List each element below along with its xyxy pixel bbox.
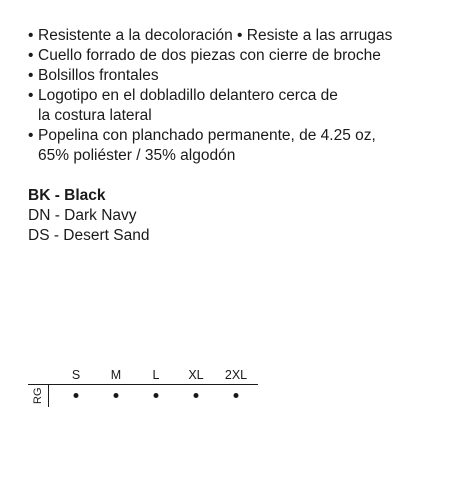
size-chart bbox=[28, 366, 258, 408]
size-label-l: L bbox=[152, 368, 160, 382]
availability-dot-s bbox=[74, 393, 79, 398]
size-label-m: M bbox=[110, 368, 122, 382]
feature-item: • Cuello forrado de dos piezas con cierre de broche bbox=[28, 46, 443, 66]
size-label-s: S bbox=[71, 368, 81, 382]
feature-list bbox=[28, 26, 443, 166]
color-option-desert-sand[interactable]: DS - Desert Sand bbox=[28, 227, 150, 244]
size-label-2xl: 2XL bbox=[224, 368, 248, 382]
feature-item: • Logotipo en el dobladillo delantero cerca de la costura lateral bbox=[28, 86, 443, 126]
availability-dot-xl bbox=[194, 393, 199, 398]
color-option-black[interactable]: BK - Black bbox=[28, 187, 106, 204]
feature-item: • Popelina con planchado permanente, de 4.25 oz, 65% poliéster / 35% algodón bbox=[28, 126, 443, 166]
feature-item: • Bolsillos frontales bbox=[28, 66, 443, 86]
color-options bbox=[28, 186, 149, 246]
size-chart-header bbox=[28, 366, 258, 385]
color-option-dark-navy[interactable]: DN - Dark Navy bbox=[28, 207, 137, 224]
feature-item: • Resistente a la decoloración • Resiste a las arrugas bbox=[28, 26, 443, 46]
availability-dot-l bbox=[154, 393, 159, 398]
size-label-xl: XL bbox=[188, 368, 204, 382]
availability-dot-m bbox=[114, 393, 119, 398]
size-chart-divider bbox=[48, 385, 49, 407]
size-row-label: RG bbox=[32, 387, 44, 404]
availability-dot-2xl bbox=[234, 393, 239, 398]
